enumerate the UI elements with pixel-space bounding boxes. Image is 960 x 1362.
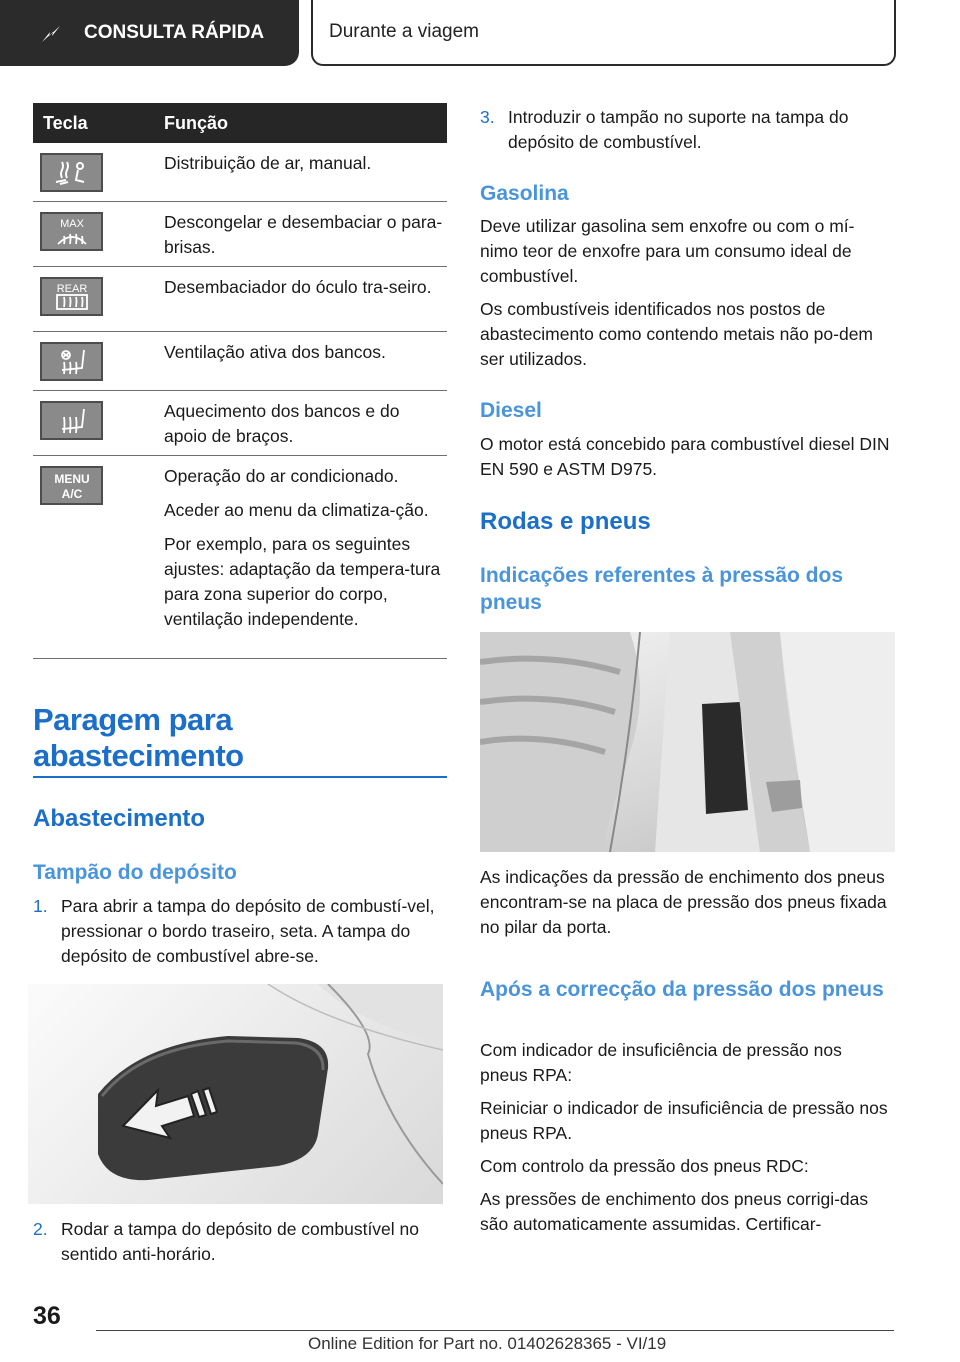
function-text: Desembaciador do óculo tra-seiro. — [164, 277, 432, 297]
section-title: Paragem para abastecimento — [33, 702, 244, 773]
diesel-title: Diesel — [480, 399, 542, 422]
table-row — [33, 456, 447, 659]
key-function-table — [33, 103, 447, 659]
step-text: Para abrir a tampa do depósito de combustí-vel, pressionar o bordo traseiro, seta. A tampa do depósito de combustível abre-se. — [61, 896, 435, 966]
lightning-icon — [40, 24, 62, 44]
topic-title: Tampão do depósito — [33, 861, 237, 884]
function-text: Operação do ar condicionado. Aceder ao menu da climatiza-ção. Por exemplo, para os seguintes ajustes: adaptação da tempera-tura para zona superior do corpo, ventilação independente. — [164, 466, 441, 629]
table-row — [33, 332, 447, 391]
step-number: 3. — [480, 107, 495, 127]
step-number: 1. — [33, 896, 48, 916]
table-row — [33, 202, 447, 267]
table-row — [33, 143, 447, 202]
title-divider — [33, 776, 447, 778]
step-number: 2. — [33, 1219, 48, 1239]
subsection-title: Abastecimento — [33, 805, 206, 832]
step-1 — [33, 894, 447, 969]
page-header — [0, 0, 960, 66]
page-number: 36 — [33, 1302, 61, 1330]
fuel-flap-image — [28, 984, 443, 1204]
tyre-pressure-text: As indicações da pressão de enchimento dos pneus encontram-se na placa de pressão dos pneus fixada no pilar da porta. — [480, 867, 887, 937]
tyre-pressure-title: Indicações referentes à pressão dos pneus — [480, 564, 843, 614]
col-header-key: Tecla — [43, 113, 88, 133]
function-text: Ventilação ativa dos bancos. — [164, 342, 386, 362]
svg-text:REAR: REAR — [56, 282, 87, 295]
section-tab[interactable] — [311, 0, 896, 66]
step-text: Rodar a tampa do depósito de combustível no sentido anti-horário. — [61, 1219, 419, 1264]
table-row — [33, 267, 447, 332]
function-text: Descongelar e desembaciar o para-brisas. — [164, 212, 443, 257]
step-2 — [33, 1217, 447, 1267]
diesel-text: O motor está concebido para combustível diesel DIN EN 590 e ASTM D975. — [480, 434, 890, 479]
footer-edition: Online Edition for Part no. 01402628365 - VI/19 — [308, 1334, 667, 1353]
step-3 — [480, 105, 890, 155]
function-text: Aquecimento dos bancos e do apoio de braços. — [164, 401, 400, 446]
footer-divider — [96, 1330, 894, 1331]
menu-ac-icon — [40, 466, 103, 505]
table-header — [33, 103, 447, 143]
gasoline-title: Gasolina — [480, 182, 569, 205]
after-correction-text: Com indicador de insuficiência de pressão nos pneus RPA: Reiniciar o indicador de insuficiência de pressão nos pneus RPA. Com controlo da pressão dos pneus RDC: As pressões de enchimento dos pneus corrigi-das são automaticamente assumidas. Certificar- — [480, 1040, 888, 1234]
rear-window-defrost-icon — [40, 277, 103, 316]
tab-label: CONSULTA RÁPIDA — [84, 22, 265, 43]
wheels-tyres-title: Rodas e pneus — [480, 508, 651, 535]
col-header-function: Função — [164, 113, 229, 133]
gasoline-text: Deve utilizar gasolina sem enxofre ou com o mí-nimo teor de enxofre para um consumo ideal de combustível. Os combustíveis identificados nos postos de abastecimento como contendo metais não po-dem ser utilizados. — [480, 216, 874, 369]
function-text: Distribuição de ar, manual. — [164, 153, 372, 173]
svg-text:MAX: MAX — [59, 217, 84, 230]
seat-heating-icon — [40, 401, 103, 440]
max-defrost-icon — [40, 212, 103, 251]
air-distribution-manual-icon — [40, 153, 103, 192]
table-row — [33, 391, 447, 456]
after-correction-title: Após a correcção da pressão dos pneus — [480, 978, 884, 1001]
step-text: Introduzir o tampão no suporte na tampa do depósito de combustível. — [508, 107, 849, 152]
quick-reference-tab[interactable] — [0, 0, 299, 66]
section-label: Durante a viagem — [329, 21, 479, 42]
seat-ventilation-icon — [40, 342, 103, 381]
door-pillar-image — [480, 632, 895, 852]
svg-text:A/C: A/C — [61, 486, 82, 501]
svg-text:MENU: MENU — [53, 471, 90, 486]
